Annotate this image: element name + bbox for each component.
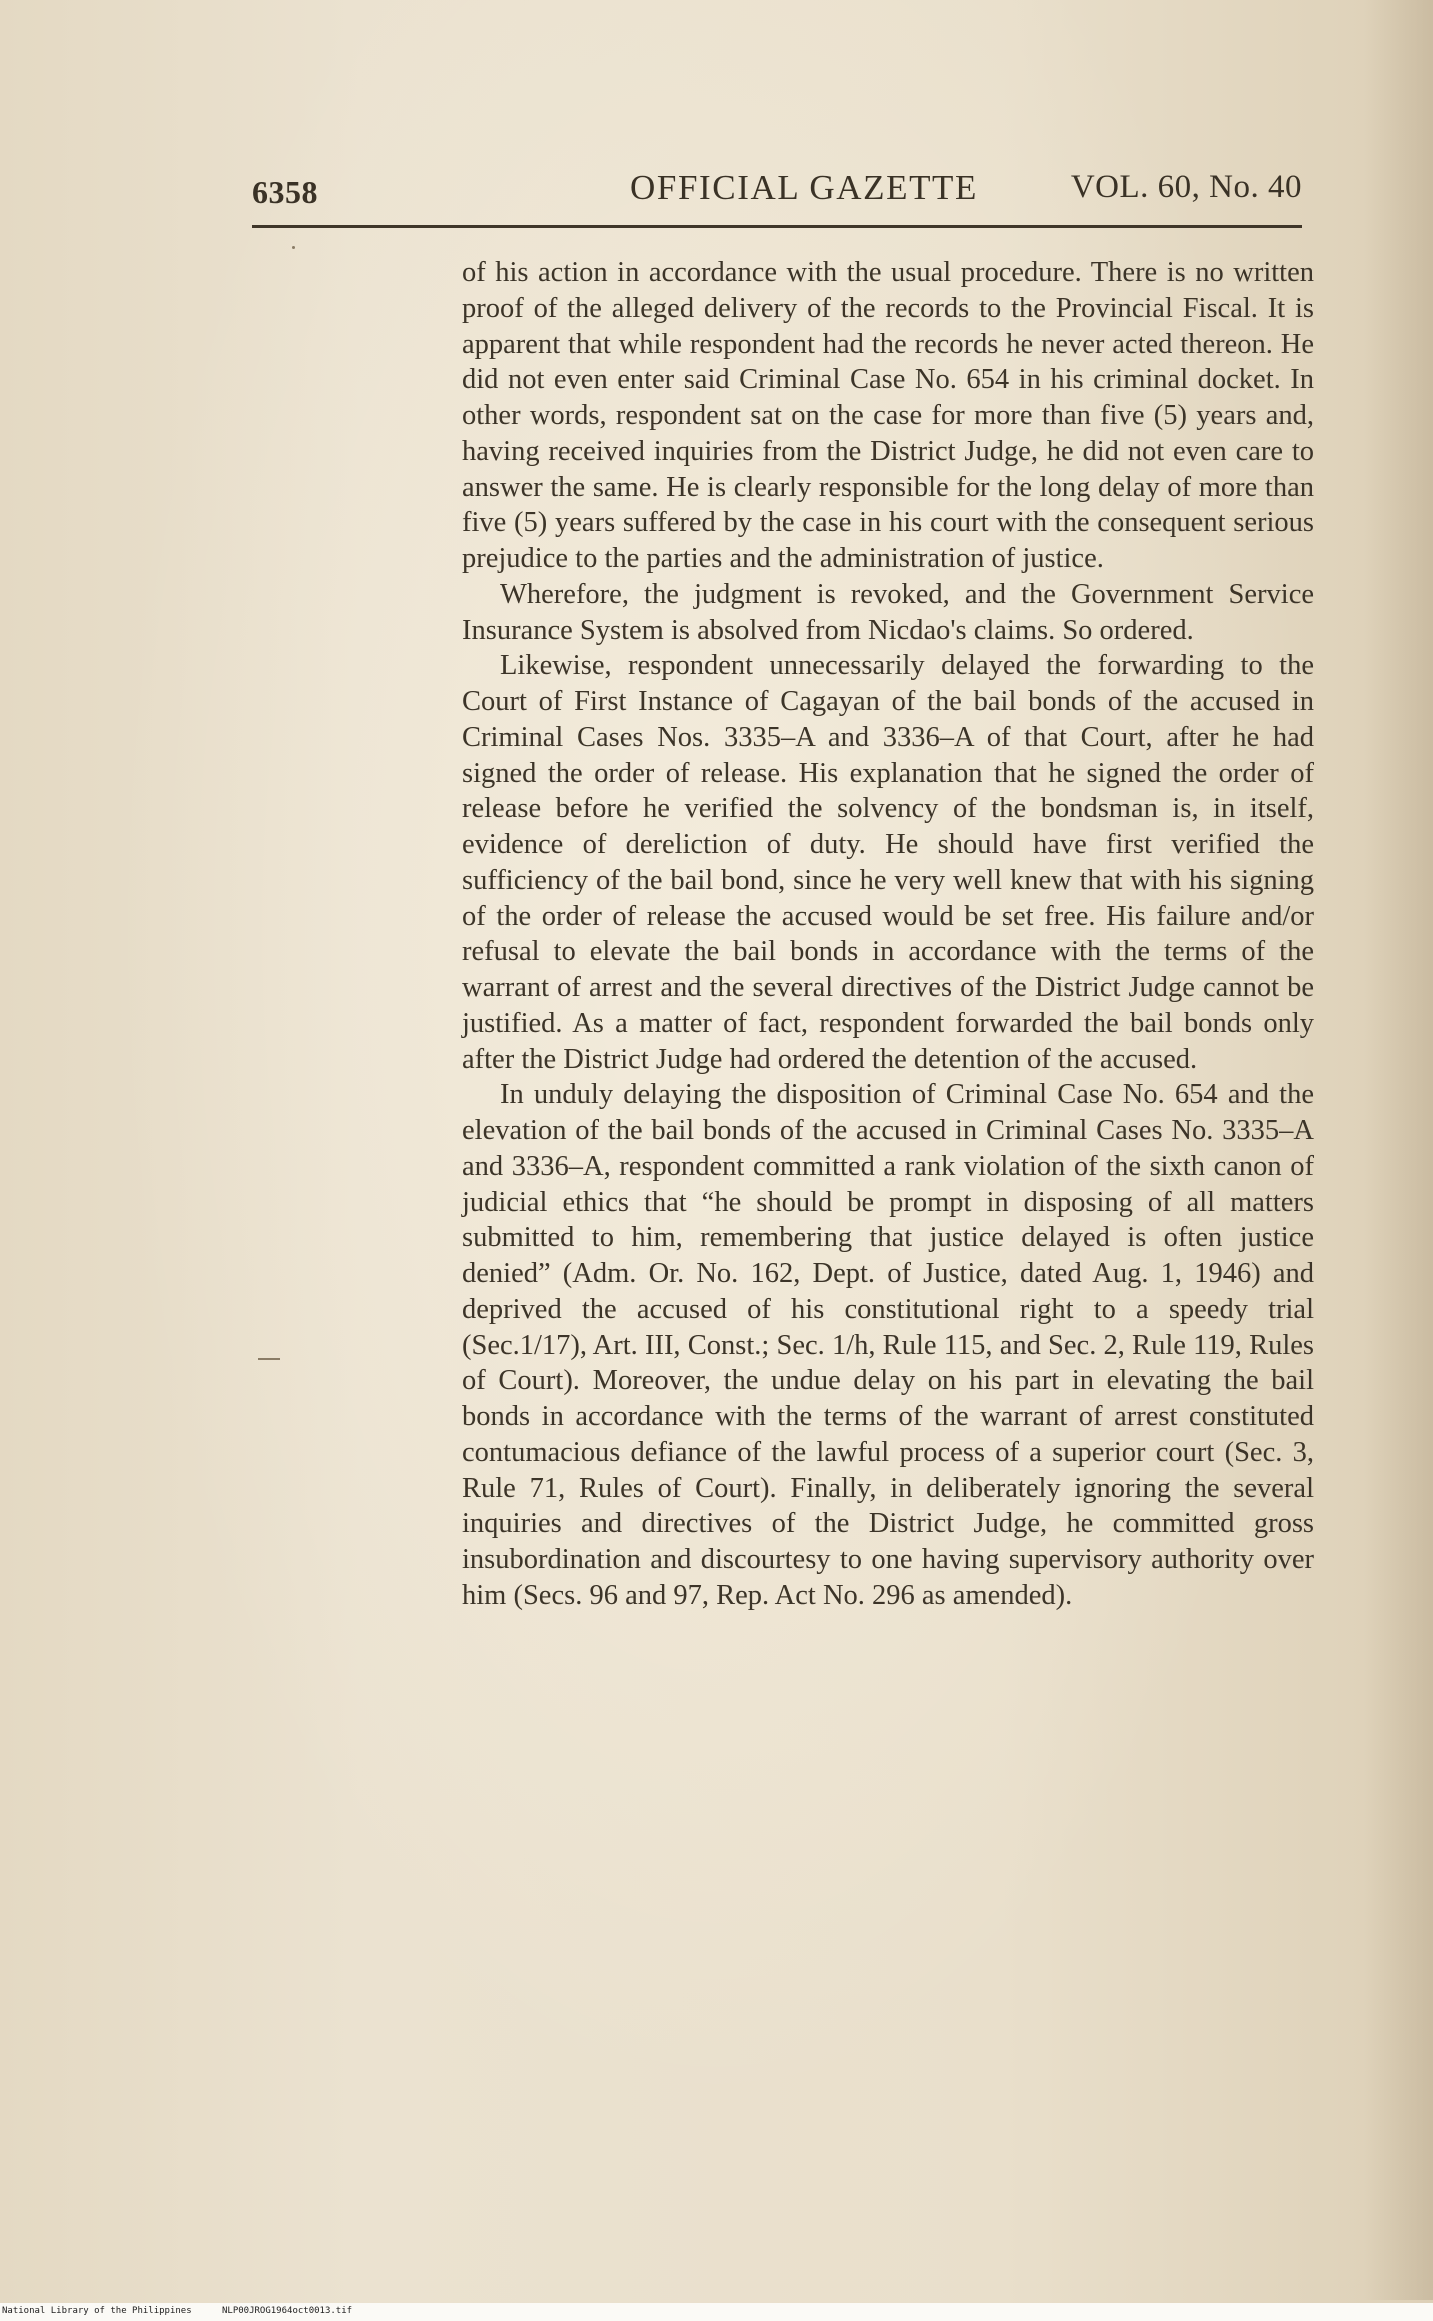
- body-text: [462, 255, 1314, 1614]
- footer-library: National Library of the Philippines: [2, 2306, 192, 2316]
- paragraph-wherefore: Wherefore, the judgment is revoked, and the Government Service Insurance System is absolved from Nicdao's claims. So ordered.: [462, 578, 1314, 646]
- scan-footer-strip: [0, 2303, 1433, 2321]
- margin-mark: [292, 246, 295, 249]
- publication-title: OFFICIAL GAZETTE: [630, 168, 979, 207]
- footer-filename: NLP00JROG1964oct0013.tif: [222, 2306, 353, 2316]
- page-edge-shadow: [1363, 0, 1433, 2300]
- page-number: 6358: [252, 174, 318, 210]
- paragraph-unduly-delaying: In unduly delaying the disposition of Criminal Case No. 654 and the elevation of the bail bonds of the accused in Criminal Cases No. 3335–A and 3336–A, respondent committed a rank violation of the sixth canon of judicial ethics that “he should be prompt in disposing of all matters submitted to him, remembering that justice delayed is often justice denied” (Adm. Or. No. 162, Dept. of Justice, dated Aug. 1, 1946) and deprived the accused of his constitutional right to a speedy trial (Sec.1/17), Art. III, Const.; Sec. 1/h, Rule 115, and Sec. 2, Rule 119, Rules of Court). Moreover, the undue delay on his part in elevating the bail bonds in accordance with the terms of the warrant of arrest constituted contumacious defiance of the lawful process of a superior court (Sec. 3, Rule 71, Rules of Court). Finally, in deliberately ignoring the several inquiries and directives of the District Judge, he committed gross insubordination and discourtesy to one having supervisory authority over him (Secs. 96 and 97, Rep. Act No. 296 as amended).: [462, 1079, 1314, 1611]
- header-rule: [252, 225, 1302, 228]
- paragraph-continued: of his action in accordance with the usual procedure. There is no written proof of the alleged delivery of the records to the Provincial Fiscal. It is apparent that while respondent had the records he never acted thereon. He did not even enter said Criminal Case No. 654 in his criminal docket. In other words, respondent sat on the case for more than five (5) years and, having received inquiries from the District Judge, he did not even care to answer the same. He is clearly responsible for the long delay of more than five (5) years suffered by the case in his court with the consequent serious prejudice to the parties and the administration of justice.: [462, 257, 1314, 574]
- margin-dash: [258, 1358, 280, 1360]
- paragraph-likewise: Likewise, respondent unnecessarily delayed the forwarding to the Court of First Instance of Cagayan of the bail bonds of the accused in Criminal Cases Nos. 3335–A and 3336–A of that Court, after he had signed the order of release. His explanation that he signed the order of release before he verified the solvency of the bondsman is, in itself, evidence of dereliction of duty. He should have first verified the sufficiency of the bail bond, since he very well knew that with his signing of the order of release the accused would be set free. His failure and/or refusal to elevate the bail bonds in accordance with the terms of the warrant of arrest and the several directives of the District Judge cannot be justified. As a matter of fact, respondent forwarded the bail bonds only after the District Judge had ordered the detention of the accused.: [462, 650, 1314, 1075]
- volume-number: VOL. 60, No. 40: [1070, 169, 1302, 205]
- page-header: [252, 166, 1302, 216]
